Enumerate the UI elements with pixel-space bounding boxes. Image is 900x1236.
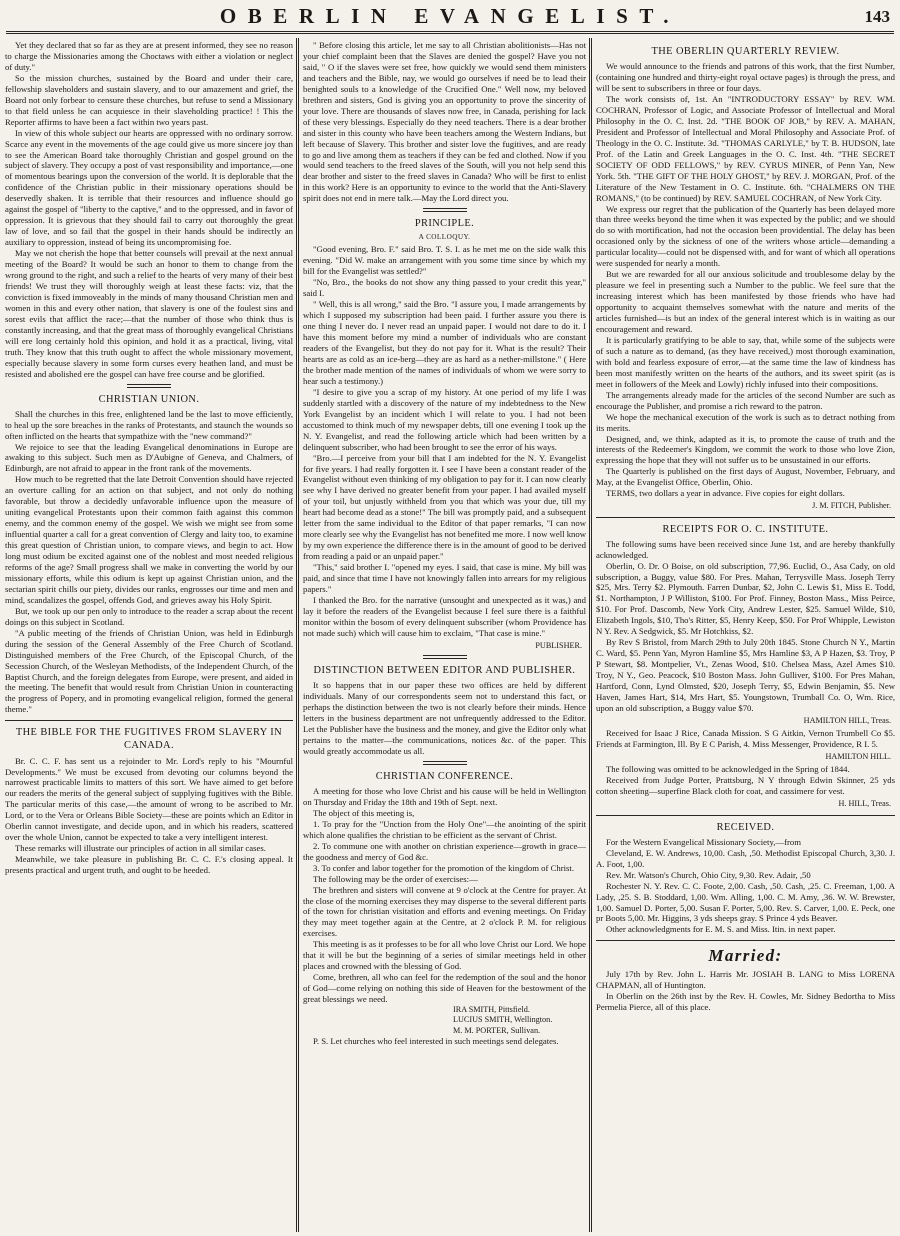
paragraph: So the mission churches, sustained by the Board and under their care, fellowship slaveholders and sustain slavery, and to our amazement and grief, the Board not only forbear to censure these churches, but refuse to send a Missionary to that field unless he can acquiesce in their slaveholding practice! ! This the Reporter affirms to have been a fact within two years past. bbox=[5, 72, 293, 127]
paragraph: Other acknowledgments for E. M. S. and Miss. Itin. in next paper. bbox=[606, 924, 836, 935]
heading-receipts: RECEIPTS FOR O. C. INSTITUTE. bbox=[662, 523, 829, 535]
paragraph: Shall the churches in this free, enlightened land be the last to move efficiently, to heal up the sore breaches in the ranks of Protestants, and staunch the wounds so often inflicted on the hearts that sympathize with the "new command?" bbox=[5, 408, 293, 441]
paragraph: Received from Judge Porter, Prattsburg, N Y through Edwin Skinner, 25 yds cotton sheeting—superfine Black cloth for coat, and cassimere for vest. bbox=[596, 775, 895, 797]
signature: HAMILTON HILL. bbox=[825, 752, 891, 762]
paragraph: It so happens that in our paper these two offices are held by different individuals. Many of our correspondents seem not to understand this fact, or perhaps the distinction between the two is not clearly before their minds. Hence letters in the business department are not unfrequently addressed to the Editor. Let the Publisher have the business and the money, and give the Editor only what pertains to the matter—the communications, notices &c. of the paper. This would greatly accommodate us all. bbox=[303, 680, 586, 756]
paragraph: The object of this meeting is, bbox=[313, 807, 415, 818]
section-rule bbox=[596, 940, 895, 941]
paragraph: The following sums have been received since June 1st, and are hereby thankfully acknowledged. bbox=[596, 538, 895, 560]
paragraph: 1. To pray for the "Unction from the Holy One"—the anointing of the spirit which alone qualifies the christian to be efficient as the servant of Christ. bbox=[303, 818, 586, 840]
paragraph: Rochester N. Y. Rev. C. C. Foote, 2,00. Cash, ,50. Cash, ,25. C. Freeman, 1,00. A Lady, ,25. S. B. Stoddard, 1,00. Wm. Alling, 1,00. C. M. Amy, ,36. W. W. Brewster, 1,00. Samuel D. Porter, 5,00. Susan F. Porter, 5,00. Rev. S. Carver, 1,00. E. Peck, one pr Boots 5,00. Mr. Higgins, 3 yds sheeps gray. S Prince 4 yds Beaver. bbox=[596, 880, 895, 924]
paragraph: It is particularly gratifying to be able to say, that, while some of the subjects were of such a nature as to demand, (as they have received,) most thorough examination, with bold and fearless exposure of error,—at the same time the law of kindness has been most manifestly written on the hearts of the authors, and its sweet spirit (as is meet in followers of the Meek and Lowly) richly infused into their compositions. bbox=[596, 334, 895, 389]
heading-distinction: DISTINCTION BETWEEN EDITOR AND PUBLISHER. bbox=[313, 665, 576, 677]
paragraph: Cleveland, E. W. Andrews, 10,00. Cash, ,50. Methodist Episcopal Church, 3,30. J. A. Foot, 1,00. bbox=[596, 847, 895, 869]
paragraph: Come, brethren, all who can feel for the redemption of the soul and the honor of God—come relying on nothing this side of Heaven for the bestowment of the great blessings we need. bbox=[303, 972, 586, 1005]
paragraph: This meeting is as it professes to be for all who love Christ our Lord. We hope that it will be but the beginning of a series of similar meetings held in other places and crowned with the blessing of God. bbox=[303, 939, 586, 972]
paragraph: The work consists of, 1st. An "INTRODUCTORY ESSAY" by REV. WM. COCHRAN, Professor of Logic, and Associate Professor of Intellectual and Moral Philosophy in the O. C. Inst. 2d. "THE BOOK OF JOB," by REV. A. MAHAN, President and Professor of Intellectual and Moral Philosophy and Associate Prof. of Theology in the O. C. Institute. 3d. "THOMAS CARLYLE," by T. B. HUDSON, late Prof. of the Latin and Greek Languages in the O. C. Inst. 4th. "THE SECRET SOCIETY OF ODD FELLOWS," by REV. CYRUS MINER, of Penn Yan, New York. 5th. "THE GIFT OF THE HOLY GHOST," by REV. J. MORGAN, Prof. of the Literature of the New Testament in O. C. Institute. 6th. "CHALMERS ON THE ROMANS," (to be continued) by REV. SAMUEL COCHRAN, of New York City. bbox=[596, 93, 895, 203]
section-rule bbox=[596, 517, 895, 518]
column-2 bbox=[303, 40, 586, 1232]
heading-christian-conference: CHRISTIAN CONFERENCE. bbox=[375, 770, 514, 782]
heading-bible-for-fugitives: THE BIBLE FOR THE FUGITIVES FROM SLAVERY IN CANADA. bbox=[15, 727, 283, 752]
paragraph: "Good evening, Bro. F." said Bro. T. S. I. as he met me on the side walk this evening. "Did W. make an arrangement with you some time since by which my bill for the Evangelist was settled?" bbox=[303, 244, 586, 277]
column-1 bbox=[5, 40, 293, 1232]
paragraph: "Bro.—I perceive from your bill that I am indebted for the N. Y. Evangelist for five years. I had really forgotten it. I see I have been a constant reader of the Evangelist without even thinking of my obligation to pay for it. I can now clearly see why I have derived no greater benefit from your paper. I had availed myself of your toil, but unjustly withheld from you that which was your due, till my heart had become dead as a stone!" The bill was promptly paid, and a subsequent letter from the same individual to the Editor of that paper remarks, "I can now more clearly see why the Evangelist has not benefited me more. I now well know by my own experience the difference there is in the amount of good to be derived from reading a paid or an unpaid paper." bbox=[303, 452, 586, 562]
paragraph: The brethren and sisters will convene at 9 o'clock at the Centre for prayer. At the close of the morning exercises they may disperse to the several different parts of the town for christian visitation and efforts and evening meetings. On Friday they may meet together again at the Centre, at 2 o'clock P. M. for religious exercises. bbox=[303, 884, 586, 939]
heading-christian-union: CHRISTIAN UNION. bbox=[98, 393, 200, 405]
masthead bbox=[6, 3, 894, 34]
paragraph: We rejoice to see that the leading Evangelical denominations in Europe are awaking to this subject. Such men as D'Aubigne of Geneva, and Chalmers, of Edinburgh, are not afraid to appear in the front rank of the movements. bbox=[5, 441, 293, 474]
paragraph: " Before closing this article, let me say to all Christian abolitionists—Has not your chief complaint been that the Slaves are denied the gospel? Have you not said, " O if the slaves were set free, how quickly we would send them ministers and teachers and the Bible, nay, we would go ourselves if need be to lead their benighted souls to a knowledge of the Crucified One." Well now, my beloved brethren and sisters, God is giving you an opportunity to prove the sincerity of your love. There are thousands of slaves now free, in Canada, perishing for lack of these very blessings. Especially do they need teachers. There is a dear brother and sister in this county who have been teachers among the Western Indians, but left because of Slavery. This brother and sister love the fugitives, and are ready to go and live among them as teachers if they can be fed and clothed. Now if you would send teachers to the freed slaves of the South, will you not help send this dear brother and sister to the freed slaves in Canada? Who will be first to enlist in this work? Here is an opportunity to evince to the world that the Anti-Slavery spirit does not end in mere talk.—May the Lord direct you. bbox=[303, 40, 586, 204]
paragraph: The Quarterly is published on the first days of August, November, February, and May, at the Evangelist Office, Oberlin, Ohio. bbox=[596, 466, 895, 488]
heading-principle: PRINCIPLE. bbox=[414, 218, 475, 230]
paragraph: Rev. Mr. Watson's Church, Ohio City, 9,30. Rev. Adair, ,50 bbox=[606, 869, 811, 880]
section-rule bbox=[5, 720, 293, 721]
paragraph: 3. To confer and labor together for the promotion of the kingdom of Christ. bbox=[313, 862, 575, 873]
paragraph: Oberlin, O. Dr. O Boise, on old subscription, 77,96. Euclid, O., Asa Cady, on old subscription, a Buggy, value $80. For Pres. Mahan, Terrysville Mass. Joseph Terry $25, Mrs. Terry $2. Plymouth. Farren Dunbar, $2, John C. Lewis $1, Miss E. Todd, $1. Northampton, J P Williston, $100. For Prof. Finney, Boston Mass., Miss Peirce, $10. For Prof. Dascomb, New York City, Andrew Lester, $25. Samuel Wilde, $10, Elizabeth Ingols, $10, Tho's Ritter, $5, Henry Keep, $50. For Prof Whipple, Lewiston N Y. Rev. A Sedgwick, $5. Mr Hotchkiss, $2. bbox=[596, 560, 895, 637]
signature: J. M. FITCH, Publisher. bbox=[812, 501, 891, 511]
paragraph: We express our regret that the publication of the Quarterly has been delayed more than three weeks beyond the time when it was expected by the public; and we should do so with mortification, had not the occasion been providential. The delay has been occasioned only by the sickness of one of the writers whose article—demanding a particular locality—could not be dispensed with, and for want of which all operations were suspended for nearly a month. bbox=[596, 203, 895, 269]
heading-quarterly-review: THE OBERLIN QUARTERLY REVIEW. bbox=[651, 46, 840, 57]
column-3 bbox=[596, 40, 895, 1232]
heading-received: RECEIVED. bbox=[716, 821, 775, 833]
signature: PUBLISHER. bbox=[535, 640, 582, 650]
paragraph: We would announce to the friends and patrons of this work, that the first Number, (containing one hundred and thirty-eight royal octave pages) is through the press, and will be sent to subscribers in three or four days. bbox=[596, 61, 895, 94]
section-separator bbox=[127, 384, 171, 388]
paragraph: Designed, and, we think, adapted as it is, to promote the cause of truth and the interests of the Redeemer's Kingdom, we commit the work to those who love Zion, expressing the hope that they will not suffer us to be unsustained in our efforts. bbox=[596, 433, 895, 466]
paragraph: Yet they declared that so far as they are at present informed, they see no reason to charge the Missionaries among the Choctaws with either a violation or neglect of duty." bbox=[5, 40, 293, 72]
page-number: 143 bbox=[864, 7, 890, 26]
paragraph: The following may be the order of exercises:— bbox=[313, 873, 478, 884]
paragraph: For the Western Evangelical Missionary Society,—from bbox=[606, 836, 801, 847]
section-separator bbox=[423, 208, 467, 212]
paragraph: The following was omitted to be acknowledged in the Spring of 1844. bbox=[606, 764, 850, 775]
paragraph: In Oberlin on the 26th inst by the Rev. H. Cowles, Mr. Sidney Bedortha to Miss Permelia Pierce, all of this place. bbox=[596, 990, 895, 1012]
paragraph: Meanwhile, we take pleasure in publishing Br. C. C. F.'s closing appeal. It presents practical and urgent truth, and ought to be heeded. bbox=[5, 854, 293, 876]
paragraph: "This," said brother I. "opened my eyes. I said, that case is mine. My bill was paid, and since that time I have not knowingly fallen into arrears for my religious papers." bbox=[303, 562, 586, 595]
paragraph: We hope the mechanical execution of the work is such as to detract nothing from its merits. bbox=[596, 411, 895, 433]
paragraph: But we are rewarded for all our anxious solicitude and troublesome delay by the pleasure we feel in presenting such a Number to the public. We feel sure that the increasing interest which has been manifested by those friends who have had opportunity to acquaint themselves somewhat with the nature and merits of the articles furnished—is but an index of the general interest which is in waiting as our encouragement and reward. bbox=[596, 269, 895, 334]
signer: M. M. PORTER, Sullivan. bbox=[453, 1025, 541, 1035]
section-separator bbox=[423, 761, 467, 765]
paragraph: " Well, this is all wrong," said the Bro. "I assure you, I made arrangements by which I supposed my subscription had been paid. I further assure you there is one thing I never do. I never read an unpaid paper. I would not dare to do it. I have this moment before my mind a number of individuals who are constant readers of the Evangelist, but they do not pay for it. What is the result? Their hearts are as cold as an ice-berg—they are as hard as a nether-millstone." ( Here the brother made mention of the names of individuals of whom we were sorry to hear such a testimony.) bbox=[303, 299, 586, 386]
paragraph: July 17th by Rev. John L. Harris Mr. JOSIAH B. LANG to Miss LORENA CHAPMAN, all of Huntington. bbox=[596, 968, 895, 990]
paragraph: By Rev S Bristol, from March 29th to July 20th 1845. Stone Church N Y., Martin C. Ward, $5. Penn Yan, Myron Hamline $5, Mrs Hamline $3, A P Hazen, $3. Troy, P P Stewart, $8. Montpelier, Vt., Zenas Wood, $10. Chelsea Mass, Azel Ames $10. Troy, N Y., Geo. Peacock, $10 Boston Mass. John Gulliver, $100. For Pres Mahan, Hartford, Conn, Lynd Olmsted, $20, Joseph Terry, $5, Edwin Benjamin, $5. New Haven, James Hart, $14, Mrs Hart, $5. Youngstown, Trumball Co. O, Wm. Rice, upon an old subscription, a Buggy value $70. bbox=[596, 637, 895, 713]
subheading-colloquy: A COLLOQUY. bbox=[418, 233, 471, 242]
paragraph: I thanked the Bro. for the narrative (unsought and unexpected as it was,) and lay it before the readers of the Evangelist because I feel sure there is a faithful monitor within the bosom of every delinquent subscriber (whom Providence has not made such) which will cause him to exclaim, "That case is mine." bbox=[303, 594, 586, 638]
paragraph: But, we took up our pen only to introduce to the reader a scrap about the recent doings on this subject in Scotland. bbox=[5, 605, 293, 627]
masthead-title: OBERLIN EVANGELIST. bbox=[219, 4, 681, 28]
signer: IRA SMITH, Pittsfield. bbox=[453, 1005, 530, 1015]
paragraph: The arrangements already made for the articles of the second Number are such as encourage the Publisher, and promise a rich reward to the patron. bbox=[596, 389, 895, 411]
paragraph: Received for Isaac J Rice, Canada Mission. S G Aitkin, Vernon Trumbell Co $5. Friends at Farmington, Ill. By E C Parish, 4. Miss Messenger, Providence, R I. 5. bbox=[596, 728, 895, 750]
paragraph: "No, Bro., the books do not show any thing passed to your credit this year," said I. bbox=[303, 277, 586, 299]
paragraph: In view of this whole subject our hearts are oppressed with no ordinary sorrow. Scarce any event in the movements of the age could give us more sincere joy than to see the American Board take thoroughly Christian and gospel ground on the subject of slavery. They occupy a post of vast responsibility and importance,—one of momentous bearings upon the conversion of the world. It is deplorable that the confidence of the Christian public in their missionary operations should be deservedly shaken. It is terrible that their resources and influence should go against the gospel of "liberty to the captive," and to the oppressed, and in favor of oppression. It is grievous that they should fail to carry out thoroughly the great law of love, and so fail that the gospel in their hands should be indirectly an auxiliary to oppression, instead of being its uncompromising foe. bbox=[5, 127, 293, 248]
column-rule bbox=[589, 38, 592, 1232]
column-rule bbox=[296, 38, 299, 1232]
paragraph: A meeting for those who love Christ and his cause will be held in Wellington on Thursday and Friday the 18th and 19th of Sept. next. bbox=[303, 786, 586, 807]
paragraph: "I desire to give you a scrap of my history. At one period of my life I was suddenly startled with a discovery of the nature of my indebtedness to the New York Evangelist by an incident which I will relate to you. I had not been accustomed to think much of my newspaper debts, till one evening I took up the N. Y. Evangelist, and read the following article which had been written by a delinquent subscriber, who had been brought to see the error of his ways. bbox=[303, 386, 586, 452]
section-rule bbox=[596, 815, 895, 816]
signature: H. HILL, Treas. bbox=[838, 799, 891, 809]
postscript: P. S. Let churches who feel interested in such meetings send delegates. bbox=[313, 1036, 559, 1047]
section-separator bbox=[423, 655, 467, 659]
paragraph: These remarks will illustrate our principles of action in all similar cases. bbox=[15, 843, 266, 854]
paragraph: Br. C. C. F. has sent us a rejoinder to Mr. Lord's reply to his "Mournful Developments." We must be excused from devoting our columns beyond the narrowest practicable limits to matters of this sort. We have aimed to get before our readers the merits of the general subject of supplying fugitives with the Bible. The particular merits of this case,—the amount of wrong to be ascribed to Mr. Lord, or to the Vera or Orleans Bible Society—these are points which an Editor in Oberlin cannot investigate, and decide upon, and in which his readers, scattered over the whole Union, cannot be expected to take a very intelligent interest. bbox=[5, 755, 293, 843]
paragraph: May we not cherish the hope that better counsels will prevail at the next annual meeting of the Board? It would be such an honor to them to change from the wrong ground to the right, and such a relief to the hearts of very many of their best friends! We trust they will thoroughly weigh at least these facts: viz, that the conviction is fixed immoveably in the minds of many thousand Christian men and women in this and every other nation, that slavery is one of the foulest sins and sorest evils that afflict the race;—that the number of those who think thus is constantly increasing, and that the great mass of thoroughly evangelical Christians will ere long certainly hold this opinion, and hold it as a practical, living, vital truth. They know that this truth ought to affect the whole missionary movement, especially because slavery in some form curses every heathen land, and must be resisted and abolished ere the gospel can have free course and be glorified. bbox=[5, 248, 293, 379]
signature: HAMILTON HILL, Treas. bbox=[803, 715, 891, 725]
signer: LUCIUS SMITH, Wellington. bbox=[453, 1015, 553, 1025]
paragraph: 2. To commune one with another on christian experience—growth in grace—the goodness and mercy of God &c. bbox=[303, 840, 586, 862]
quoted-paragraph: "A public meeting of the friends of Christian Union, was held in Edinburgh during the session of the General Assembly of the Free Church of Scotland. Distinguished members of the Free Church, of the Episcopal Church, of the Secession Church, of the Wesleyan Methodists, of the Independent Church, of the Baptist Church, and the foreign delegates from Europe, were present, and aided in the meeting. The benefit that would result from Christian Union in counteracting the progress of Popery, and in promoting evangelical religion, formed the general theme." bbox=[5, 627, 293, 715]
paragraph: TERMS, two dollars a year in advance. Five copies for eight dollars. bbox=[606, 488, 845, 499]
paragraph: How much to be regretted that the late Detroit Convention should have rejected an overture calling for an action on that subject, and not only do nothing favorable, but throw a decidedly unfavorable influence upon the measure of uniting evangelical Protestants upon their common faith against this common enemy, and the common enemy of the gospel. We wish we might see from some influential quarter a call for a great convention of Clergy and laity too, to examine this great question of Christian union, to compare views, and begin to act. How long must odium be excited against one of the noblest and most needed religious reforms of the age? Small progress shall we make in converting the world by our missionary efforts, while this odium is kept up against Christian union, and the sectarian spirit chills our piety, divides our ranks, engrosses our time and men and mind, scandalizes the gospel, offends God, and grieves away his Holy Spirit. bbox=[5, 474, 293, 605]
heading-married: Married: bbox=[708, 946, 783, 966]
